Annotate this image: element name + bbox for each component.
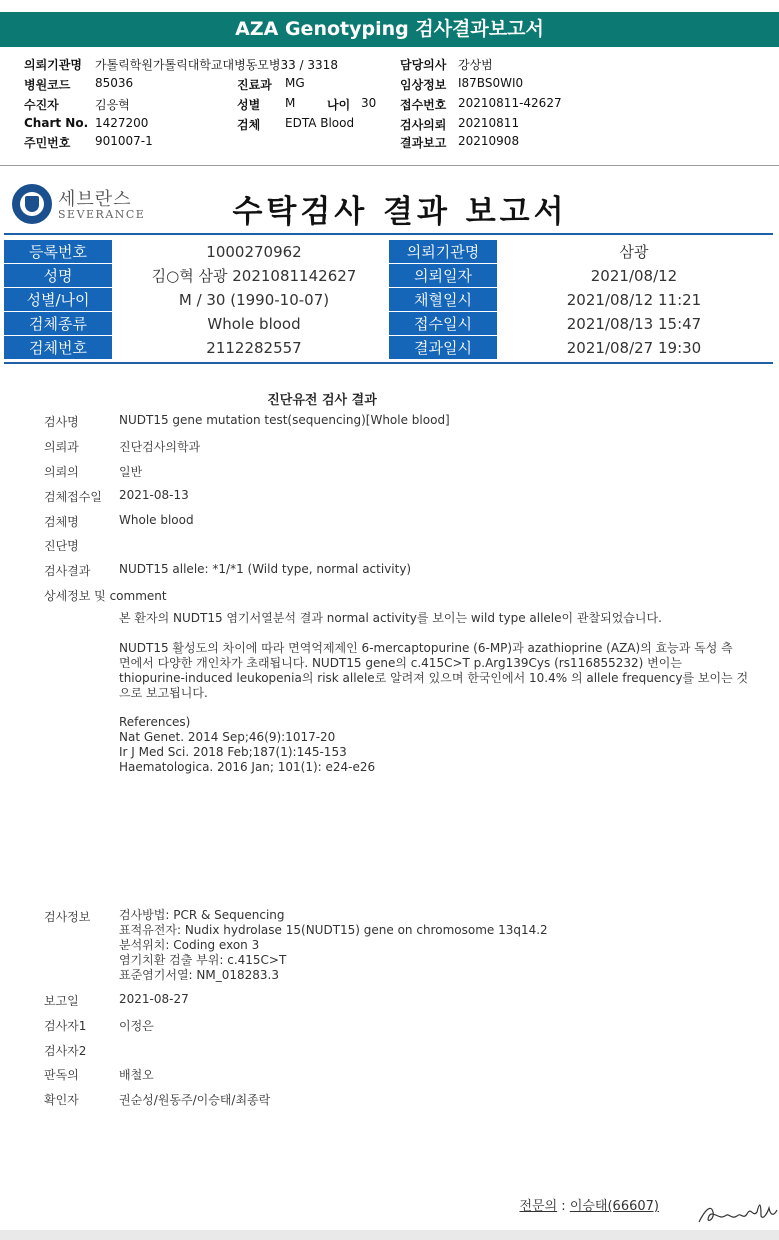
bottom-blue-rule — [4, 362, 773, 364]
logo-en-text: SEVERANCE — [58, 208, 146, 221]
university-seal-icon — [12, 184, 52, 224]
request-label: 검사의뢰 — [400, 118, 447, 132]
code-value: 85036 — [95, 76, 134, 90]
hospital-label: 의뢰기관명 — [24, 58, 82, 72]
test-result-value: NUDT15 allele: *1/*1 (Wild type, normal activity) — [119, 562, 412, 576]
recv-label: 접수일시 — [389, 312, 497, 336]
specimen-value: EDTA Blood — [285, 116, 355, 130]
test-info-label: 검사정보 — [44, 910, 91, 924]
info-row — [4, 336, 773, 360]
references-title: References) — [119, 715, 191, 729]
signature-icon — [695, 1190, 779, 1230]
patient-value: 김응혁 — [95, 98, 130, 112]
specimen-label: 검체 — [237, 118, 261, 132]
test-info-method: 검사방법: PCR & Sequencing — [119, 908, 285, 922]
severance-logo — [12, 184, 146, 226]
spec-name-label: 검체명 — [44, 515, 79, 529]
sexage-value: M / 30 (1990-10-07) — [178, 291, 330, 309]
test-label: 검사명 — [44, 415, 79, 429]
specialist-sep: : — [557, 1199, 570, 1214]
reader-value: 배철오 — [119, 1068, 154, 1082]
code-label: 병원코드 — [24, 78, 71, 92]
clinical-label: 임상정보 — [400, 78, 447, 92]
req-date-value: 2021/08/12 — [590, 267, 678, 285]
name-value: 김○혁 삼광 2021081142627 — [151, 267, 357, 285]
detail-paragraph-2-line-3: thiopurine-induced leukopenia의 risk allele로 알려져 있으며 한국인에서 10.4% 의 allele frequency를 보이는 것 — [119, 671, 749, 685]
reference-item: Haematologica. 2016 Jan; 101(1): e24-e26 — [119, 760, 376, 774]
divider — [0, 165, 779, 166]
test-info-gene: 표적유전자: Nudix hydrolase 15(NUDT15) gene on chromosome 13q14.2 — [119, 923, 548, 937]
sex-label: 성별 — [237, 98, 261, 112]
rrn-label: 주민번호 — [24, 136, 71, 150]
receipt-label: 접수번호 — [400, 98, 447, 112]
test-info-location: 분석위치: Coding exon 3 — [119, 938, 260, 952]
reg-no-value: 1000270962 — [206, 243, 302, 261]
draw-value: 2021/08/12 11:21 — [566, 291, 702, 309]
report-label: 결과보고 — [400, 136, 447, 150]
spec-no-label: 검체번호 — [4, 336, 112, 360]
reg-no-label: 등록번호 — [4, 240, 112, 264]
request-value: 20210811 — [458, 116, 520, 130]
reader-label: 판독의 — [44, 1068, 79, 1082]
diagnosis-label: 진단명 — [44, 539, 79, 553]
doctor-label: 담당의사 — [400, 58, 447, 72]
report-value: 20210908 — [458, 134, 520, 148]
tester1-label: 검사자1 — [44, 1019, 87, 1033]
recv-value: 2021/08/13 15:47 — [566, 315, 702, 333]
detail-paragraph-2-line-1: NUDT15 활성도의 차이에 따라 면역억제제인 6-mercaptopurine (6-MP)과 azathioprine (AZA)의 효능과 독성 측 — [119, 641, 733, 655]
doc-value: 일반 — [119, 465, 143, 479]
age-label: 나이 — [327, 98, 351, 112]
org-value: 삼광 — [619, 243, 649, 261]
dept-label: 의뢰과 — [44, 440, 79, 454]
request-meta-block — [0, 52, 779, 164]
spec-type-label: 검체종류 — [4, 312, 112, 336]
page-bottom-band — [0, 1230, 779, 1240]
dept-value: MG — [285, 76, 305, 90]
recv-date-value: 2021-08-13 — [119, 488, 189, 502]
recv-date-label: 검체접수일 — [44, 490, 102, 504]
dept-label: 진료과 — [237, 78, 272, 92]
spec-type-value: Whole blood — [207, 315, 301, 333]
reference-item: Ir J Med Sci. 2018 Feb;187(1):145-153 — [119, 745, 347, 759]
section-title: 진단유전 검사 결과 — [267, 393, 377, 408]
tester2-label: 검사자2 — [44, 1044, 87, 1058]
detail-paragraph-2-line-4: 으로 보고됩니다. — [119, 686, 208, 700]
report-date-value: 2021-08-27 — [119, 992, 189, 1006]
test-info-refseq: 표준염기서열: NM_018283.3 — [119, 968, 279, 982]
spec-no-value: 2112282557 — [206, 339, 302, 357]
info-row — [4, 288, 773, 312]
age-value: 30 — [361, 96, 377, 110]
info-row — [4, 240, 773, 264]
document-title: AZA Genotyping 검사결과보고서 — [0, 12, 779, 47]
org-label: 의뢰기관명 — [389, 240, 497, 264]
test-info-site: 염기치환 검출 부위: c.415C>T — [119, 953, 287, 967]
clinical-value: I87BS0WI0 — [458, 76, 524, 90]
hospital-value: 가톨릭학원가톨릭대학교대병동모병33 / 3318 — [95, 58, 338, 72]
confirm-value: 권순성/원동주/이승태/최종락 — [119, 1093, 271, 1107]
sex-value: M — [285, 96, 296, 110]
doc-label: 의뢰의 — [44, 465, 79, 479]
logo-kr-text: 세브란스 — [58, 189, 132, 210]
report-title: 수탁검사 결과 보고서 — [232, 194, 568, 230]
specialist-label: 전문의 — [519, 1199, 558, 1214]
report-date-label: 보고일 — [44, 994, 79, 1008]
info-row — [4, 264, 773, 288]
name-label: 성명 — [4, 264, 112, 288]
req-date-label: 의뢰일자 — [389, 264, 497, 288]
confirm-label: 확인자 — [44, 1093, 79, 1107]
specialist-signoff — [519, 1195, 659, 1214]
test-value: NUDT15 gene mutation test(sequencing)[Whole blood] — [119, 413, 450, 427]
detail-paragraph-1: 본 환자의 NUDT15 염기서열분석 결과 normal activity를 보이는 wild type allele이 관찰되었습니다. — [119, 611, 662, 625]
patient-label: 수진자 — [24, 98, 59, 112]
spec-name-value: Whole blood — [119, 513, 194, 527]
specialist-name: 이승태(66607) — [569, 1199, 659, 1214]
result-label: 결과일시 — [389, 336, 497, 360]
chart-value: 1427200 — [95, 116, 149, 130]
rrn-value: 901007-1 — [95, 134, 153, 148]
detail-paragraph-2-line-2: 면에서 다양한 개인차가 초래됩니다. NUDT15 gene의 c.415C>T p.Arg139Cys (rs116855232) 변이는 — [119, 656, 682, 670]
chart-label: Chart No. — [24, 116, 89, 130]
top-blue-rule — [4, 233, 773, 235]
tester1-value: 이정은 — [119, 1019, 154, 1033]
sexage-label: 성별/나이 — [4, 288, 112, 312]
info-row — [4, 312, 773, 336]
doctor-value: 강상범 — [458, 58, 493, 72]
receipt-value: 20210811-42627 — [458, 96, 562, 110]
detail-comment-label: 상세정보 및 comment — [44, 589, 167, 603]
result-value: 2021/08/27 19:30 — [566, 339, 702, 357]
test-result-label: 검사결과 — [44, 564, 91, 578]
reference-item: Nat Genet. 2014 Sep;46(9):1017-20 — [119, 730, 336, 744]
dept-value: 진단검사의학과 — [119, 440, 201, 454]
draw-label: 채혈일시 — [389, 288, 497, 312]
